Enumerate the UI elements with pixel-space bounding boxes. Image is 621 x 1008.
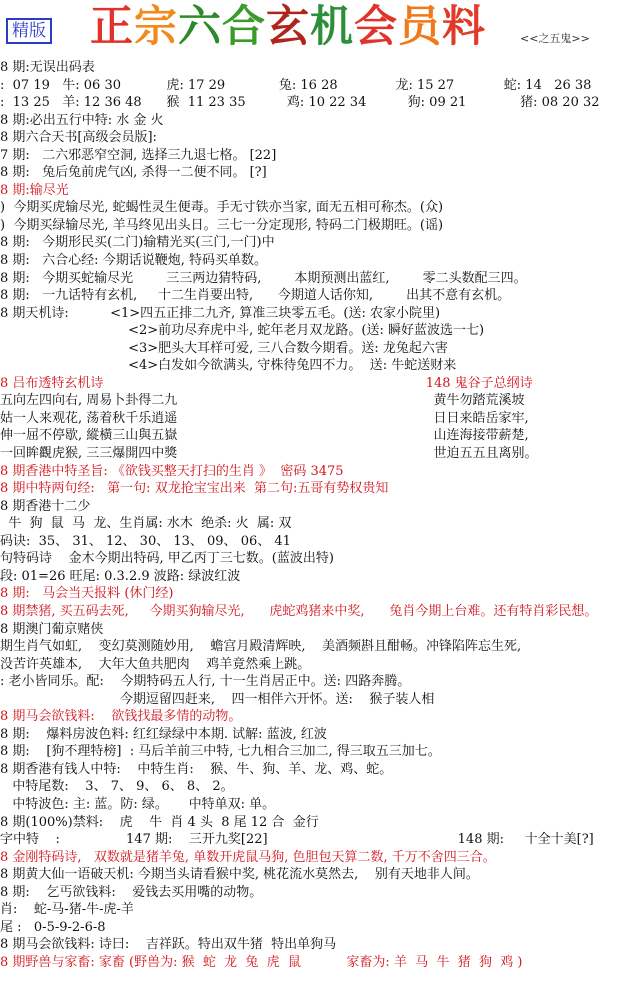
text-line: ) 今期买虎输尽光, 蛇蝎性灵生便毒。手无寸铁亦当家, 面无五相可称杰。(众) [0,200,444,216]
text-line: 8 期: 一九话特有玄机, 十二生肖要出特, 今期道人话你知, 出其不意有玄机。 [0,288,511,304]
text-line: 8 期香港有钱人中特: 中特生肖: 猴、牛、狗、羊、龙、鸡、蛇。 [0,761,393,777]
text-line: 五向左四向右, 周易卜卦得二九 黄牛勿踏荒溪坡 [0,393,525,409]
text-line: 姑一人来观花, 荡着秋千乐逍遥 日日来皓岳家牢, [0,410,529,426]
text-line: 8 期: 今期买蛇输尽光 三三两边猜特码, 本期预测出蓝红, 零二头数配三四。 [0,270,527,286]
text-line: 8 期:输尽光 [0,182,69,198]
title-char: 合 [222,2,266,52]
premium-badge: 精版 [6,18,52,44]
title-char: 员 [398,2,442,52]
text-line: 8 期马会欲钱料: 欲钱找最多情的动物。 [0,709,242,725]
text-line: 段: 01=26 旺尾: 0.3.2.9 波路: 绿波红波 [0,568,241,584]
title-char: 机 [310,2,354,52]
text-line: 今期逗留四赶来, 四一相伴六开怀。送: 猴子装人相 [0,691,435,707]
text-line: : 13 25 羊: 12 36 48 猴 11 23 35 鸡: 10 22 34 狗: 09 21 猪: 08 20 32 [0,95,600,111]
text-line: 8 期香港十二少 [0,498,91,514]
text-line: 中特尾数: 3、 7、 9、 6、 8、 2。 [0,779,234,795]
text-line: 8 期: 马会当天报料 (休门经) [0,586,174,602]
page-subtitle: <<之五鬼>> [520,32,590,45]
text-line: <2>前功尽弃虎中斗, 蛇年老月双龙路。(送: 瞬好蓝波选一七) [0,323,485,339]
text-line: ) 今期买绿输尽光, 羊马终见出头日。三七一分定现形, 特码二门极期旺。(谣) [0,217,444,233]
text-line: 码诀: 35、 31、 12、 30、 13、 09、 06、 41 [0,533,291,549]
text-line: 没苦许英雄本, 大年大鱼共肥肉 鸡羊竟然乘上跳。 [0,656,311,672]
text-line: 8 期: 兔后兔前虎气凶, 杀得一二便不同。 [?] [0,165,267,181]
text-line: 7 期: 二六邪恶窄空洞, 选择三九退七格。 [22] [0,147,277,163]
content-list [0,59,621,971]
text-line: 肖: 蛇-马-猪-牛-虎-羊 [0,902,134,918]
title-char: 六 [178,2,222,52]
text-line: 字中特 : 147 期: 三开九奖[22] 148 期: 十全十美[?] [0,832,594,848]
text-line: : 07 19 牛: 06 30 虎: 17 29 兔: 16 28 龙: 15 27 蛇: 14 26 38 [0,77,592,93]
text-line: 一回眸觀虎猴, 三三爆開四中獎 世迫五五且离别。 [0,446,538,462]
text-line: 8 期中特两句经: 第一句: 双龙抢宝宝出来 第二句:五哥有势权贵知 [0,481,389,497]
text-line: 8 期六合天书[高级会员版]: [0,130,157,146]
text-line: <3>肥头大耳样可爱, 三八合数今期看。送: 龙兔起六害 [0,340,448,356]
text-line: 8 期天机诗: <1>四五正排二九齐, 算准三块零五毛。(送: 农家小院里) [0,305,441,321]
text-line: 8 期: 六合心经: 今期话说鞭炮, 特码买单数。 [0,253,267,269]
text-line: 伸一屈不停歇, 縱橫三山與五嶽 山连海接带薪楚, [0,428,529,444]
text-line: 8 吕布透特玄机诗 148 鬼谷子总纲诗 [0,375,533,391]
title-char: 玄 [266,2,310,52]
text-line: 8 期黄大仙一语破天机: 今期当头请看猴中奖, 桃花流水莫然去, 别有天地非人间。 [0,867,479,883]
page-header [0,0,621,58]
text-line: 8 期澳门葡京赌侠 [0,621,104,637]
text-line: 期生肖气如虹, 变幻莫测随妙用, 蟾宫月殿清辉映, 美酒频斟且酣畅。冲锋陷阵忘生死, [0,639,522,655]
text-line: 8 期: [狗不理特榜] : 马后羊前三中特, 七九相合三加二, 得三取五三加七。 [0,744,441,760]
text-line: 8 期:必出五行中特: 水 金 火 [0,112,164,128]
text-line: 8 期香港中特圣旨: 《欲钱买整天打扫的生肖 》 密码 3475 [0,463,344,479]
text-line: 8 期马会欲钱料: 诗曰: 吉祥跃。特出双牛猪 特出单狗马 [0,937,337,953]
text-line: 8 期: 乞丐欲钱料: 爱钱去买用嘴的动物。 [0,884,263,900]
title-char: 宗 [134,2,178,52]
text-line: 8 金刚特码诗, 双数就是猪羊兔, 单数开虎鼠马狗, 色胆包天算二数, 千万不舍四三合。 [0,849,496,865]
text-line: 8 期: 爆料房波色料: 红红绿绿中本期. 试解: 蓝波, 红波 [0,726,327,742]
page-title [90,2,486,52]
text-line: 句特码诗 金木今期出特码, 甲乙丙丁三七数。(蓝波出特) [0,551,334,567]
text-line: <4>白发如今欲满头, 守株待兔四不力。 送: 牛蛇送财来 [0,358,457,374]
title-char: 料 [442,2,486,52]
text-line: 8 期(100%)禁料: 虎 牛 肖 4 头 8 尾 12 合 金行 [0,814,319,830]
text-line: 牛 狗 鼠 马 龙、生肖属: 水木 绝杀: 火 属: 双 [0,516,292,532]
text-line: 中特波色: 主: 蓝。防: 绿。 中特单双: 单。 [0,796,276,812]
text-line: 8 期:无误出码表 [0,60,95,75]
title-char: 正 [90,2,134,52]
title-char: 会 [354,2,398,52]
text-line: 尾 : 0-5-9-2-6-8 [0,919,106,935]
text-line: 8 期: 今期形民买(二门)输精光买(三门,一门)中 [0,235,275,251]
text-line: : 老小皆同乐。配: 今期特码五人行, 十一生肖居正中。送: 四路奔腾。 [0,674,411,690]
text-line: 8 期野兽与家畜: 家畜 (野兽为: 猴 蛇 龙 兔 虎 鼠 家畜为: 羊 马 牛 猪 狗 鸡 ) [0,954,523,970]
text-line: 8 期禁猪, 买五码去死, 今期买狗输尽光, 虎蛇鸡猪来中奖, 兔肖今期上台难。还有特肖彩民想。 [0,603,598,619]
